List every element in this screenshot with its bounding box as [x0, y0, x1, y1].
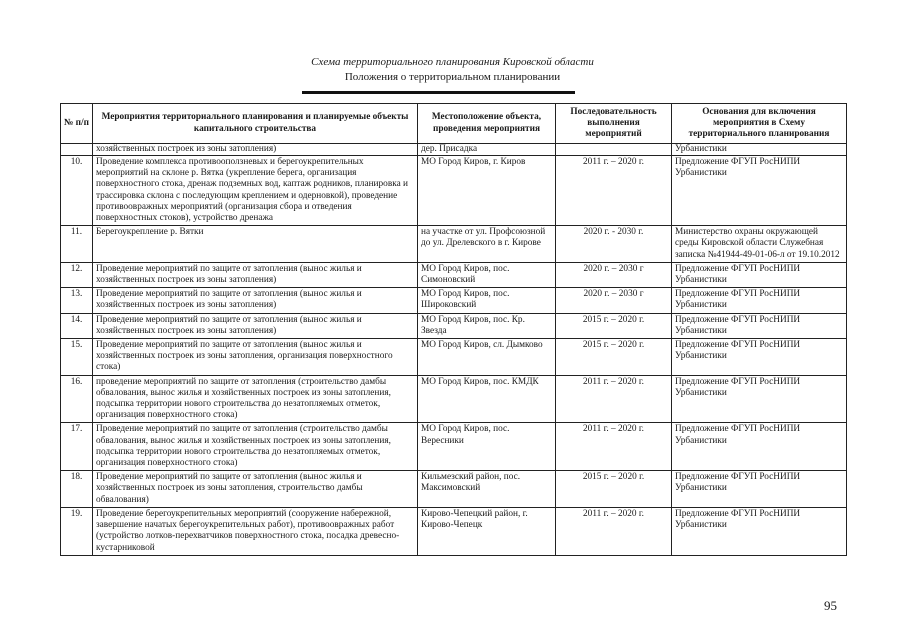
cell-measure: Проведение мероприятий по защите от затопления (строительство дамбы обвалования, вынос жилья и хозяйственных построек из зоны затопления, подсыпка территории нового строительства до незатопляемых отметок, организация поверхностного стока) [93, 423, 418, 471]
cell-location: МО Город Киров, пос. Вересники [418, 423, 556, 471]
cell-location: МО Город Киров, пос. Симоновский [418, 262, 556, 287]
cell-number: 15. [61, 339, 93, 376]
cell-basis: Предложение ФГУП РосНИПИ Урбанистики [672, 375, 847, 423]
cell-location: на участке от ул. Профсоюзной до ул. Дрелевского в г. Кирове [418, 226, 556, 263]
cell-location: Кильмезский район, пос. Максимовский [418, 471, 556, 508]
cell-period: 2020 г. - 2030 г. [556, 226, 672, 263]
cell-period: 2015 г. – 2020 г. [556, 313, 672, 338]
table-row [61, 423, 847, 471]
cell-period: 2011 г. – 2020 г. [556, 507, 672, 555]
cell-measure: Проведение мероприятий по защите от затопления (вынос жилья и хозяйственных построек из зоны затопления, организация поверхностного стока) [93, 339, 418, 376]
cell-basis: Предложение ФГУП РосНИПИ Урбанистики [672, 339, 847, 376]
cell-basis: Предложение ФГУП РосНИПИ Урбанистики [672, 313, 847, 338]
header-rule [302, 91, 575, 94]
cell-measure: Проведение мероприятий по защите от затопления (вынос жилья и хозяйственных построек из зоны затопления) [93, 288, 418, 313]
cell-basis: Предложение ФГУП РосНИПИ Урбанистики [672, 471, 847, 508]
column-header-number: № п/п [61, 104, 93, 144]
cell-period: 2011 г. – 2020 г. [556, 423, 672, 471]
table-row [61, 156, 847, 226]
cell-measure: Проведение мероприятий по защите от затопления (вынос жилья и хозяйственных построек из зоны затопления) [93, 262, 418, 287]
cell-measure: Берегоукрепление р. Вятки [93, 226, 418, 263]
page-number: 95 [824, 598, 837, 613]
table-row [61, 226, 847, 263]
column-header-period: Последовательность выполнения мероприятий [556, 104, 672, 144]
column-header-location: Местоположение объекта, проведения мероприятия [418, 104, 556, 144]
cell-number [61, 144, 93, 156]
cell-basis: Предложение ФГУП РосНИПИ Урбанистики [672, 507, 847, 555]
column-header-measure: Мероприятия территориального планирования и планируемые объекты капитального строительства [93, 104, 418, 144]
table-row [61, 507, 847, 555]
cell-measure: проведение мероприятий по защите от затопления (строительство дамбы обвалования, вынос жилья и хозяйственных построек из зоны затопления, подсыпка территории нового строительства до незатопляемых отметок, организация поверхностного стока) [93, 375, 418, 423]
cell-location: дер. Присадка [418, 144, 556, 156]
cell-number: 14. [61, 313, 93, 338]
table-row [61, 375, 847, 423]
table-body [61, 144, 847, 556]
cell-period: 2015 г. – 2020 г. [556, 339, 672, 376]
table-row [61, 288, 847, 313]
cell-measure: Проведение берегоукрепительных мероприятий (сооружение набережной, завершение начатых берегоукрепительных работ), противоовражных работ (устройство лотков-перехватчиков поверхностного стока, посадка древесно-кустарниковой [93, 507, 418, 555]
measures-table [60, 103, 847, 556]
cell-location: МО Город Киров, пос. Широковский [418, 288, 556, 313]
cell-location: Кирово-Чепецкий район, г. Кирово-Чепецк [418, 507, 556, 555]
cell-location: МО Город Киров, пос. КМДК [418, 375, 556, 423]
cell-basis: Предложение ФГУП РосНИПИ Урбанистики [672, 288, 847, 313]
cell-number: 11. [61, 226, 93, 263]
table-row [61, 313, 847, 338]
cell-basis: Предложение ФГУП РосНИПИ Урбанистики [672, 156, 847, 226]
table-row [61, 339, 847, 376]
cell-basis: Министерство охраны окружающей среды Кировской области Служебная записка №41944-49-01-06-л от 19.10.2012 [672, 226, 847, 263]
table-row [61, 262, 847, 287]
document-subtitle: Положения о территориальном планировании [344, 71, 561, 83]
cell-basis: Урбанистики [672, 144, 847, 156]
cell-basis: Предложение ФГУП РосНИПИ Урбанистики [672, 262, 847, 287]
cell-measure: Проведение мероприятий по защите от затопления (вынос жилья и хозяйственных построек из зоны затопления, строительство дамбы обвалования) [93, 471, 418, 508]
cell-number: 19. [61, 507, 93, 555]
cell-number: 18. [61, 471, 93, 508]
document-title: Схема территориального планирования Кировской области [311, 56, 594, 68]
table-row [61, 471, 847, 508]
cell-number: 17. [61, 423, 93, 471]
cell-number: 10. [61, 156, 93, 226]
cell-period: 2020 г. – 2030 г [556, 262, 672, 287]
cell-measure: хозяйственных построек из зоны затопления) [93, 144, 418, 156]
continuation-row [61, 144, 847, 156]
cell-period [556, 144, 672, 156]
cell-measure: Проведение комплекса противооползневых и берегоукрепительных мероприятий на склоне р. Вятка (укрепление берега, организация поверхностного стока, дренаж подземных вод, каптаж родников, планировка и трассировка склона с последующим креплением и одерновкой), проведение противоовражных мероприятий (организация сбора и отведения поверхностных стоков), устройство дренажа [93, 156, 418, 226]
cell-measure: Проведение мероприятий по защите от затопления (вынос жилья и хозяйственных построек из зоны затопления) [93, 313, 418, 338]
cell-location: МО Город Киров, пос. Кр. Звезда [418, 313, 556, 338]
cell-basis: Предложение ФГУП РосНИПИ Урбанистики [672, 423, 847, 471]
column-header-basis: Основания для включения мероприятия в Схему территориального планирования [672, 104, 847, 144]
cell-location: МО Город Киров, сл. Дымково [418, 339, 556, 376]
cell-number: 12. [61, 262, 93, 287]
cell-period: 2020 г. – 2030 г [556, 288, 672, 313]
cell-period: 2015 г. – 2020 г. [556, 471, 672, 508]
cell-period: 2011 г. – 2020 г. [556, 156, 672, 226]
table-header-row [61, 104, 847, 144]
cell-period: 2011 г. – 2020 г. [556, 375, 672, 423]
cell-location: МО Город Киров, г. Киров [418, 156, 556, 226]
cell-number: 16. [61, 375, 93, 423]
cell-number: 13. [61, 288, 93, 313]
